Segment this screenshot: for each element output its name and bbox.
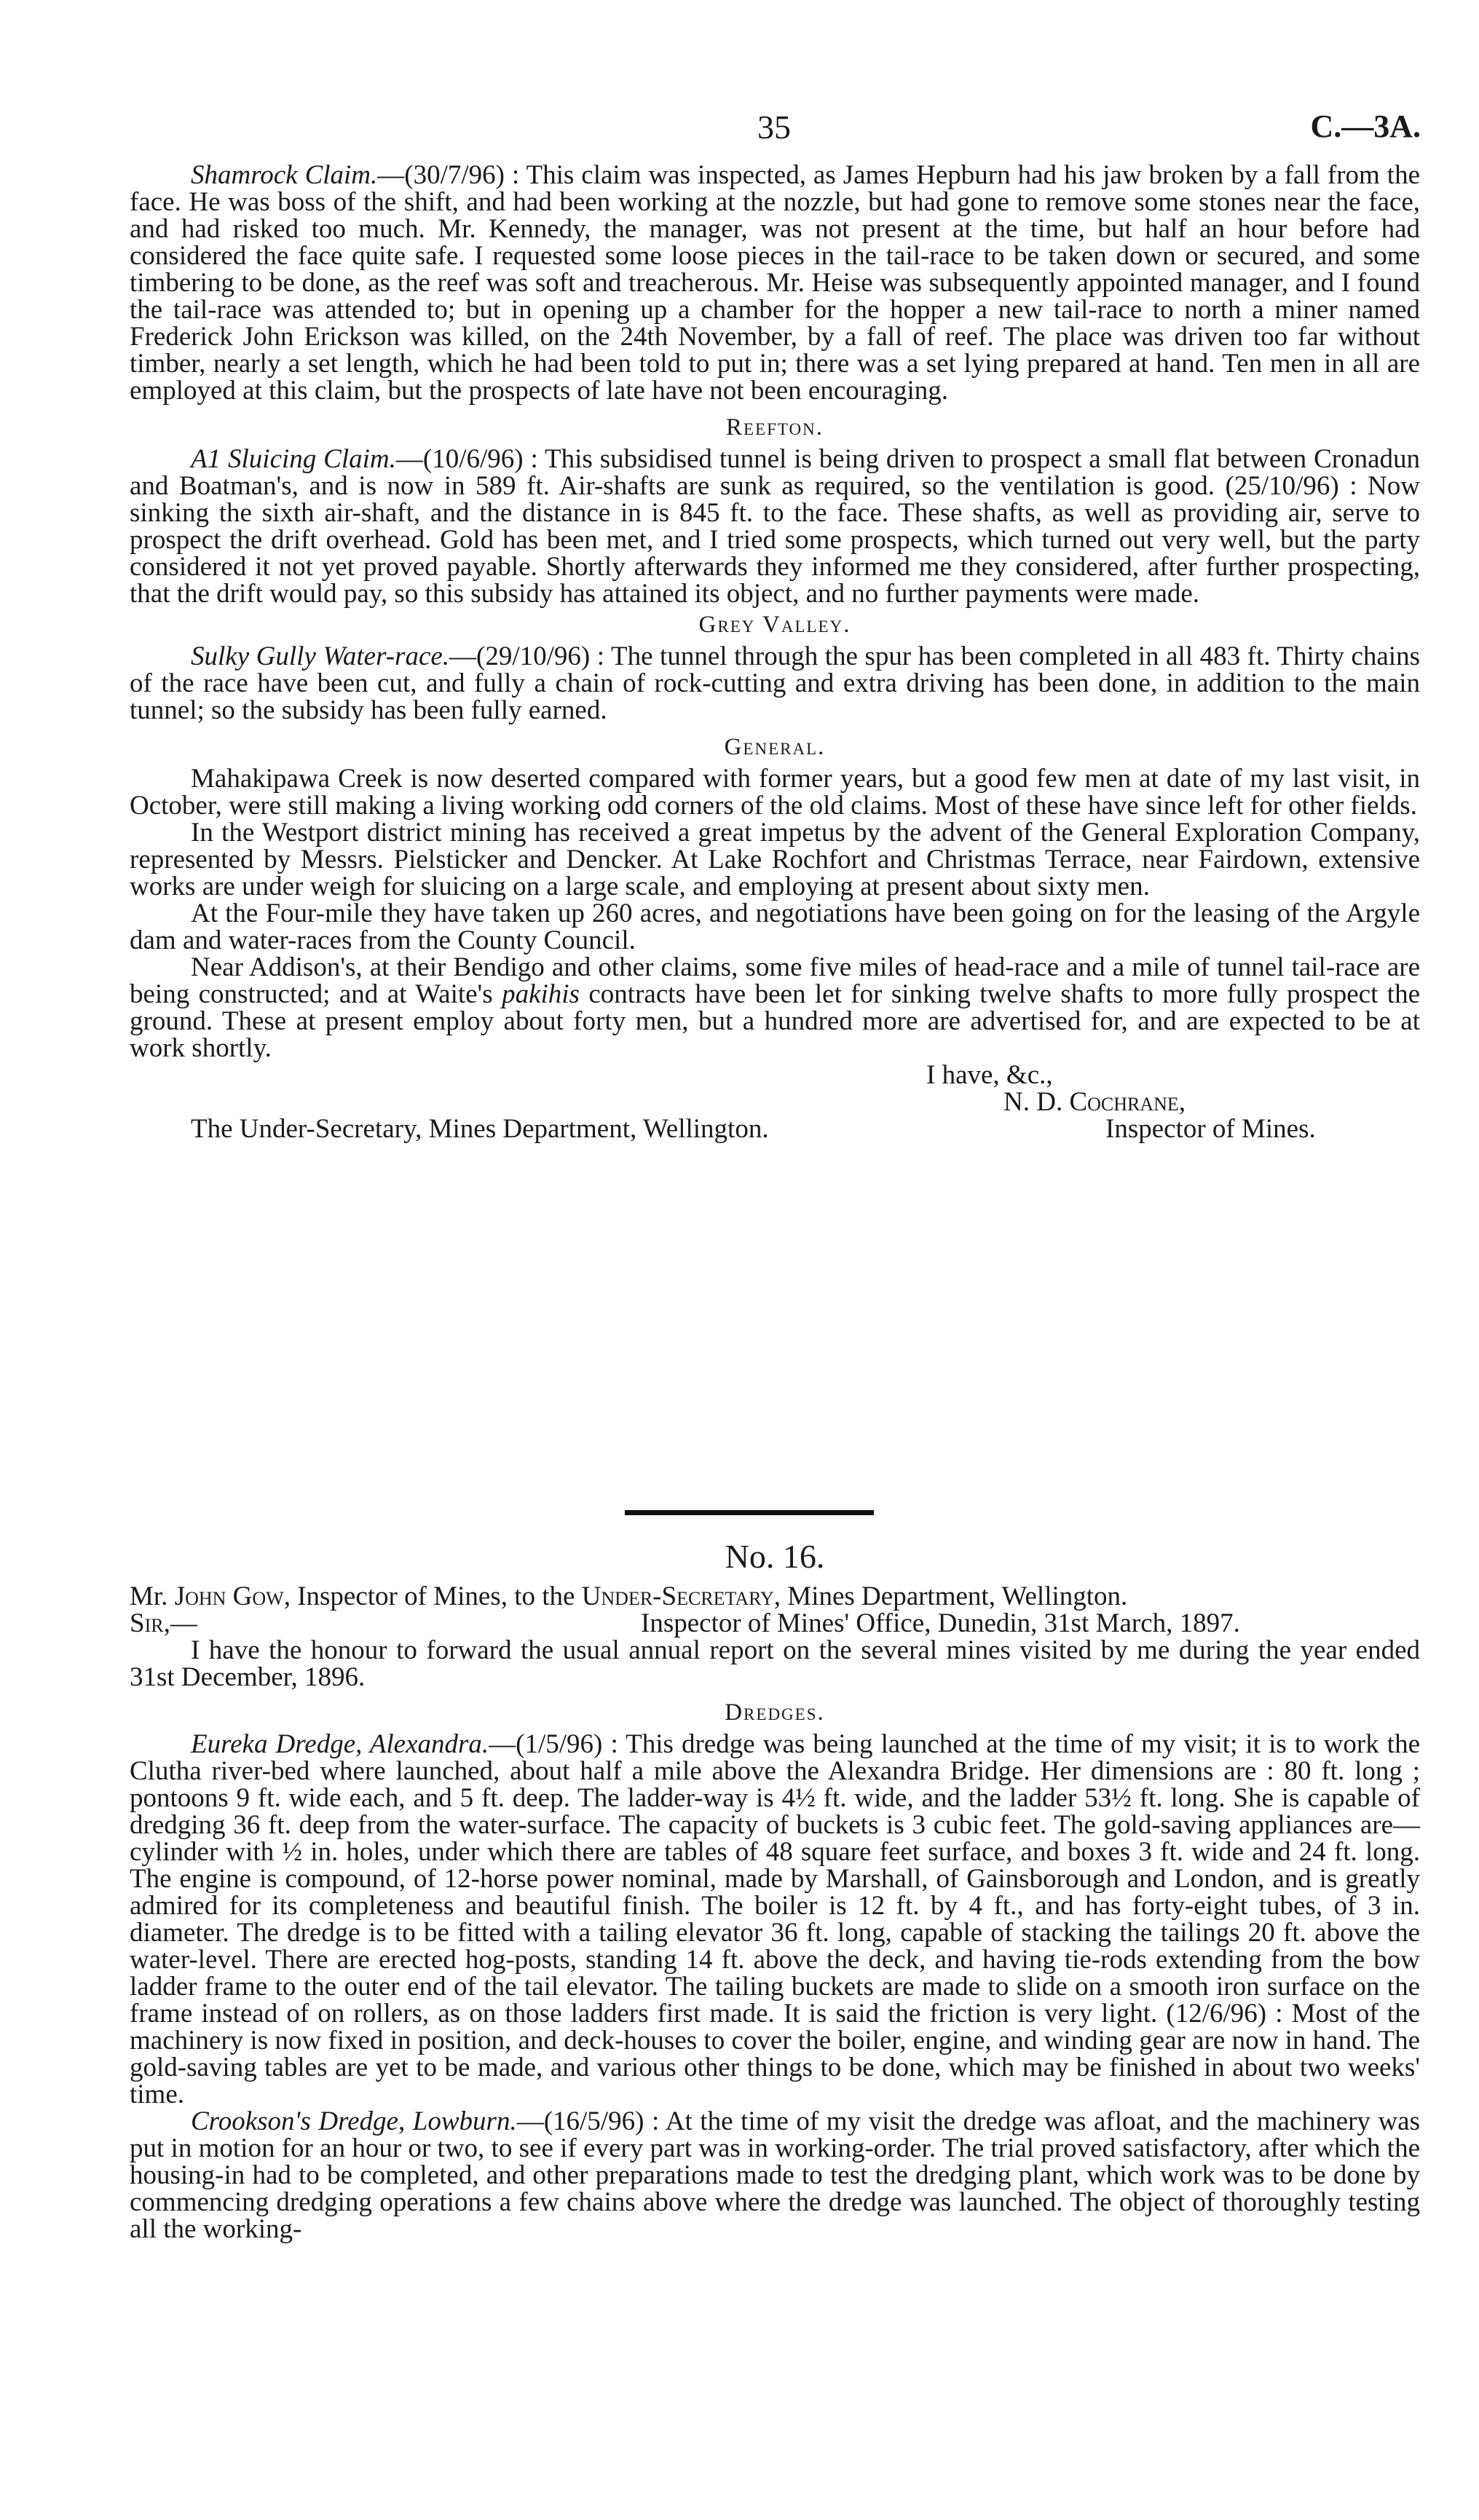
paragraph-eureka-dredge [130,1731,1420,2108]
signatory-surname: Cochrane, [1069,1087,1186,1117]
text-run: , Inspector of Mines, to the [283,1581,582,1611]
signature-block [130,1062,1420,1169]
addressee: The Under-Secretary, Mines Department, Wellington. [191,1114,769,1144]
paragraph-general-4 [130,954,1420,1062]
claim-title: Shamrock Claim. [191,160,378,190]
report-number: No. 16. [725,1538,825,1575]
paragraph-sulky-gully [130,643,1420,724]
paragraph-shamrock [130,162,1420,404]
closing: I have, &c., [926,1060,1053,1090]
text-run: , Mines Department, Wellington. [773,1581,1128,1611]
document-reference: C.—3A. [1310,108,1421,144]
paragraph-crookson-dredge [130,2108,1420,2243]
report-gow [130,1536,1420,2243]
section-heading-dredges: Dredges. [725,1699,825,1726]
paragraph-intro: I have the honour to forward the usual annual report on the several mines visited by me during the year ended 31st December, 1896. [130,1635,1420,1692]
page-number: 35 [757,108,791,146]
text-run-italic: pakihis [502,979,580,1009]
paragraph-body: —(29/10/96) : The tunnel through the spur has been completed in all 483 ft. Thirty chains of the race have been cut, and fully a chain of rock-cutting and extra driving has been done, in addition to the main tunnel; so the subsidy has been fully earned. [130,641,1420,725]
signatory-title: Inspector of Mines. [1105,1114,1316,1144]
claim-title: Sulky Gully Water-race. [191,641,450,671]
paragraph-body: —(30/7/96) : This claim was inspected, as James Hepburn had his jaw broken by a fall from the face. He was boss of the shift, and had been working at the nozzle, but had gone to remove some stones near the face, and had risked too much. Mr. Kennedy, the manager, was not present at the time, but half an hour before had considered the face quite safe. I requested some loose pieces in the tail-race to be taken down or secured, and some timbering to be done, as the reef was soft and treacherous. Mr. Heise was subsequently appointed manager, and I found the tail-race was attended to; but in opening up a chamber for the hopper a new tail-race to north a miner named Frederick John Erickson was killed, on the 24th November, by a fall of reef. The place was driven too far without timber, nearly a set length, which he had been told to put in; there was a set lying prepared at hand. Ten men in all are employed at this claim, but the prospects of late have not been encouraging. [130,160,1420,406]
signatory-name [1003,1089,1186,1115]
dredge-title: Crookson's Dredge, Lowburn. [191,2106,517,2136]
dredge-title: Eureka Dredge, Alexandra. [191,1729,489,1759]
report-cochrane [130,162,1420,1169]
salutation: Sir,— [130,1608,197,1638]
text-run: Near Addison's, at their Bendigo and other claims, some five miles of head-race and a mile of tunnel tail-race are being constructed; and at Waite's [130,952,1420,1009]
paragraph-body: —(16/5/96) : At the time of my visit the dredge was afloat, and the machinery was put in motion for an hour or two, to see if every part was in working-order. The trial proved satisfactory, after which the housing-in had to be completed, and other preparations made to test the dredging plant, which work was to be done by commencing dredging operations a few chains above where the dredge was launched. The object of thoroughly testing all the working- [130,2106,1420,2244]
section-divider [625,1510,874,1515]
section-heading-reefton: Reefton. [725,414,824,441]
text-run: contracts have been let for sinking twelve shafts to more fully prospect the ground. These at present employ about forty men, but a hundred more are advertised for, and are expected to be at work shortly. [130,979,1421,1063]
inspector-name: John Gow [174,1581,284,1611]
signatory-initials: N. D. [1003,1087,1070,1117]
paragraph-body: —(1/5/96) : This dredge was being launched at the time of my visit; it is to work the Clutha river-bed where launched, about half a mile above the Alexandra Bridge. Her dimensions are : 80 ft. long ; pontoons 9 ft. wide each, and 5 ft. deep. The ladder-way is 4½ ft. wide, and the ladder 53½ ft. long. She is capable of dredging 36 ft. deep from the water-surface. The capacity of buckets is 3 cubic feet. The gold-saving appliances are—cylinder with ½ in. holes, under which there are tables of 48 square feet surface, and boxes 3 ft. wide and 24 ft. long. The engine is compound, of 12-horse power nominal, made by Marshall, of Gainsborough and London, and is greatly admired for its completeness and beautiful finish. The boiler is 12 ft. by 4 ft., and has forty-eight tubes, of 3 in. diameter. The dredge is to be fitted with a tailing elevator 36 ft. long, capable of stacking the tailings 20 ft. above the water-level. There are erected hog-posts, standing 14 ft. above the deck, and having tie-rods extending from the bow ladder frame to the outer end of the tail elevator. The tailing buckets are made to slide on a smooth iron surface on the frame instead of on rollers, as on those ladders first made. It is said the friction is very light. (12/6/96) : Most of the machinery is now fixed in position, and deck-houses to cover the boiler, engine, and winding gear are now in hand. The gold-saving tables are yet to be made, and various other things to be done, which may be finished in about two weeks' time. [130,1729,1420,2109]
section-heading-general: General. [724,734,826,760]
claim-title: A1 Sluicing Claim. [191,444,396,474]
report-address-line [130,1583,1420,1610]
salutation-line [130,1610,1420,1637]
section-heading-grey-valley: Grey Valley. [698,612,851,638]
paragraph-body: —(10/6/96) : This subsidised tunnel is being driven to prospect a small flat between Cronadun and Boatman's, and is now in 589 ft. Air-shafts are sunk as required, so the ventilation is good. (25/10/96) : Now sinking the sixth air-shaft, and the distance in is 845 ft. to the face. These shafts, as well as providing air, serve to prospect the drift overhead. Gold has been met, and I tried some prospects, which turned out very well, but the party considered it not yet proved payable. Shortly afterwards they informed me they considered, after further prospecting, that the drift would pay, so this subsidy has attained its object, and no further payments were made. [130,444,1421,609]
paragraph-general-2: In the Westport district mining has received a great impetus by the advent of the General Exploration Company, represented by Messrs. Pielsticker and Dencker. At Lake Rochfort and Christmas Terrace, near Fairdown, extensive works are under weigh for sluicing on a large scale, and employing at present about sixty men. [130,818,1420,901]
paragraph-a1-sluicing [130,446,1420,607]
recipient-title: Under-Secretary [581,1581,774,1611]
paragraph-general-1: Mahakipawa Creek is now deserted compared with former years, but a good few men at date of my last visit, in October, were still making a living working odd corners of the old claims. Most of these have since left for other fields. [130,764,1420,821]
text-run: Mr. [130,1581,175,1611]
paragraph-general-3: At the Four-mile they have taken up 260 acres, and negotiations have been going on for the leasing of the Argyle dam and water-races from the County Council. [130,898,1420,955]
office-dateline: Inspector of Mines' Office, Dunedin, 31st March, 1897. [641,1608,1240,1638]
